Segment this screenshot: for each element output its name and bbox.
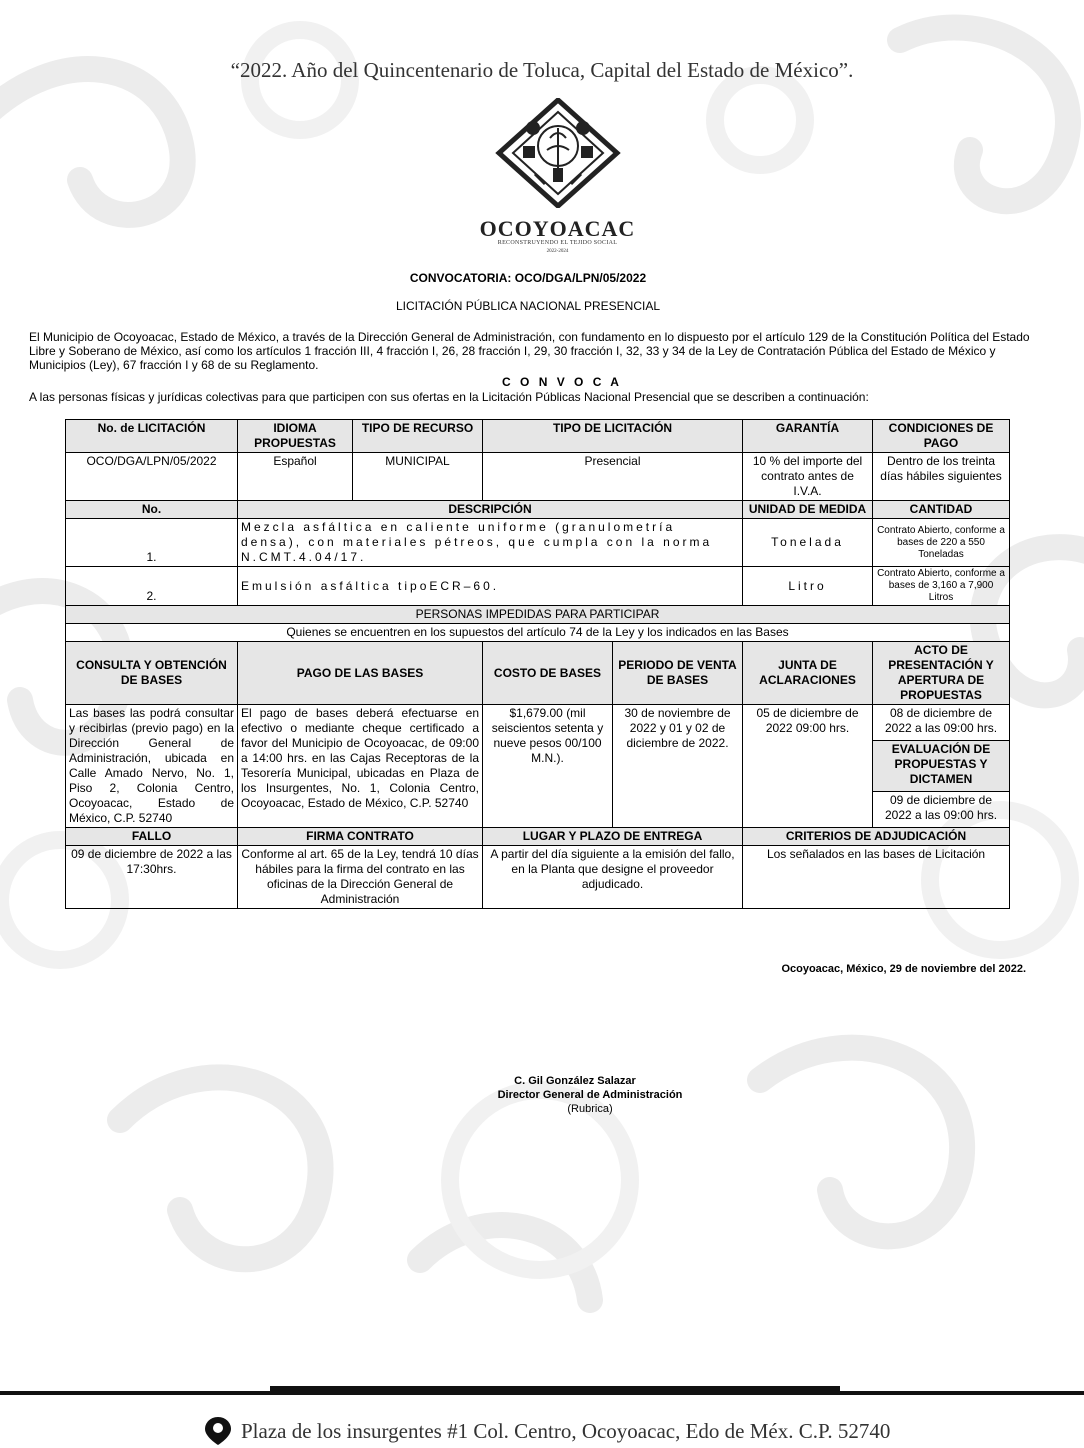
- table-row: [66, 519, 1010, 567]
- cell-firma: Conforme al art. 65 de la Ley, tendrá 10 días hábiles para la firma del contrato en las oficinas de la Dirección General de Administración: [238, 846, 483, 909]
- item-descripcion: Emulsión asfáltica tipoECR–60.: [238, 567, 743, 606]
- cell-consulta: Las bases las podrá consultar y recibirlas (previo pago) en la Dirección General de Administración, ubicada en Calle Amado Nervo, No. 1, Piso 2, Colonia Centro, Ocoyoacac, Estado de México, C.P. 52740: [66, 705, 238, 828]
- convocatoria-title: CONVOCATORIA: OCO/DGA/LPN/05/2022: [409, 271, 647, 285]
- institutional-motto: “2022. Año del Quincentenario de Toluca, Capital del Estado de México”.: [230, 58, 854, 82]
- header-condiciones: CONDICIONES DE PAGO: [873, 420, 1010, 453]
- cell-costo: $1,679.00 (mil seiscientos setenta y nueve pesos 00/100 M.N.).: [483, 705, 613, 828]
- footer-divider-accent: [270, 1386, 840, 1394]
- cell-junta: 05 de diciembre de 2022 09:00 hrs.: [743, 705, 873, 828]
- header-garantia: GARANTÍA: [743, 420, 873, 453]
- cell-acto: 08 de diciembre de 2022 a las 09:00 hrs.: [873, 705, 1010, 741]
- signer-name: C. Gil González Salazar: [514, 1075, 636, 1087]
- table-header-row: [66, 501, 1010, 519]
- header-lugar: LUGAR Y PLAZO DE ENTREGA: [483, 828, 743, 846]
- table-row: [66, 846, 1010, 909]
- cell-evaluacion: 09 de diciembre de 2022 a las 09:00 hrs.: [873, 792, 1010, 828]
- table-row: [66, 606, 1010, 624]
- table-header-row: [66, 828, 1010, 846]
- logo-name: OCOYOACAC: [479, 216, 636, 241]
- item-cantidad: Contrato Abierto, conforme a bases de 220 a 550 Toneladas: [873, 519, 1010, 567]
- header-fallo: FALLO: [66, 828, 238, 846]
- header-evaluacion: EVALUACIÓN DE PROPUESTAS Y DICTAMEN: [873, 740, 1010, 792]
- table-header-row: [66, 420, 1010, 453]
- logo-years: 2022-2024: [546, 249, 569, 254]
- header-acto: ACTO DE PRESENTACIÓN Y APERTURA DE PROPUESTAS: [873, 642, 1010, 705]
- header-tipo-licitacion: TIPO DE LICITACIÓN: [483, 420, 743, 453]
- footer-address: Plaza de los insurgentes #1 Col. Centro, Ocoyoacac, Edo de Méx. C.P. 52740: [241, 1419, 891, 1443]
- item-unidad: Tonelada: [743, 519, 873, 567]
- header-junta: JUNTA DE ACLARACIONES: [743, 642, 873, 705]
- header-descripcion: DESCRIPCIÓN: [238, 501, 743, 519]
- cell-condiciones: Dentro de los treinta días hábiles siguientes: [873, 453, 1010, 501]
- table-row: [66, 624, 1010, 642]
- cell-tipo-recurso: MUNICIPAL: [353, 453, 483, 501]
- cell-no-licitacion: OCO/DGA/LPN/05/2022: [66, 453, 238, 501]
- header-no: No.: [66, 501, 238, 519]
- header-no-licitacion: No. de LICITACIÓN: [66, 420, 238, 453]
- table-row: [66, 705, 1010, 741]
- signer-title: Director General de Administración: [497, 1089, 683, 1101]
- logo-subtitle: RECONSTRUYENDO EL TEJIDO SOCIAL: [497, 240, 618, 246]
- impedidas-text: Quienes se encuentren en los supuestos del artículo 74 de la Ley y los indicados en las Bases: [66, 624, 1010, 642]
- header-tipo-recurso: TIPO DE RECURSO: [353, 420, 483, 453]
- table-row: [66, 567, 1010, 606]
- table-row: [66, 453, 1010, 501]
- impedidas-heading: PERSONAS IMPEDIDAS PARA PARTICIPAR: [66, 606, 1010, 624]
- item-unidad: Litro: [743, 567, 873, 606]
- header-pago: PAGO DE LAS BASES: [238, 642, 483, 705]
- licitacion-table: [65, 419, 1010, 909]
- header-consulta: CONSULTA Y OBTENCIÓN DE BASES: [66, 642, 238, 705]
- convoca-text: A las personas físicas y jurídicas colectivas para que participen con sus ofertas en la Licitación Públicas Nacional Presencial que se describen a continuación:: [29, 390, 869, 404]
- cell-tipo-licitacion: Presencial: [483, 453, 743, 501]
- cell-pago: El pago de bases deberá efectuarse en efectivo o mediante cheque certificado a favor del Municipio de Ocoyoacac, de 09:00 a 14:00 hrs. en las Cajas Receptoras de la Tesorería Municipal, ubicadas en Plaza de los Insurgentes, No. 1, Colonia Centro, Ocoyoacac, Estado de México, C.P. 52740: [238, 705, 483, 828]
- item-descripcion: Mezcla asfáltica en caliente uniforme (granulometría densa), con materiales pétreos, que cumpla con la norma N.CMT.4.04/17.: [238, 519, 743, 567]
- convoca-heading: C O N V O C A: [502, 375, 622, 389]
- item-no: 1.: [66, 519, 238, 567]
- intro-paragraph: El Municipio de Ocoyoacac, Estado de México, a través de la Dirección General de Administración, con fundamento en lo dispuesto por el artículo 129 de la Constitución Política del Estado Libre y Soberano de México, así como los artículos 1 fracción III, 4 fracción I, 26, 28 fracción I, 29, 30 fracción I, 32, 33 y 34 de la Ley de Contratación Pública del Estado de México y Municipios (Ley), 67 fracción I y 68 de su Reglamento.: [29, 330, 1030, 372]
- ocoyoacac-logo: [495, 98, 621, 208]
- place-date: Ocoyoacac, México, 29 de noviembre del 2022.: [781, 963, 1026, 975]
- location-pin-icon: [204, 1416, 232, 1446]
- cell-lugar: A partir del día siguiente a la emisión del fallo, en la Planta que designe el proveedor adjudicado.: [483, 846, 743, 909]
- cell-criterios: Los señalados en las bases de Licitación: [743, 846, 1010, 909]
- header-periodo: PERIODO DE VENTA DE BASES: [613, 642, 743, 705]
- header-costo: COSTO DE BASES: [483, 642, 613, 705]
- header-firma: FIRMA CONTRATO: [238, 828, 483, 846]
- item-no: 2.: [66, 567, 238, 606]
- header-idioma: IDIOMA PROPUESTAS: [238, 420, 353, 453]
- table-header-row: [66, 642, 1010, 705]
- signature-rubrica: (Rubrica): [567, 1103, 613, 1115]
- item-cantidad: Contrato Abierto, conforme a bases de 3,160 a 7,900 Litros: [873, 567, 1010, 606]
- cell-garantia: 10 % del importe del contrato antes de I.V.A.: [743, 453, 873, 501]
- cell-fallo: 09 de diciembre de 2022 a las 17:30hrs.: [66, 846, 238, 909]
- header-cantidad: CANTIDAD: [873, 501, 1010, 519]
- cell-idioma: Español: [238, 453, 353, 501]
- header-unidad: UNIDAD DE MEDIDA: [743, 501, 873, 519]
- convocatoria-subtitle: LICITACIÓN PÚBLICA NACIONAL PRESENCIAL: [395, 299, 661, 313]
- header-criterios: CRITERIOS DE ADJUDICACIÓN: [743, 828, 1010, 846]
- cell-periodo: 30 de noviembre de 2022 y 01 y 02 de diciembre de 2022.: [613, 705, 743, 828]
